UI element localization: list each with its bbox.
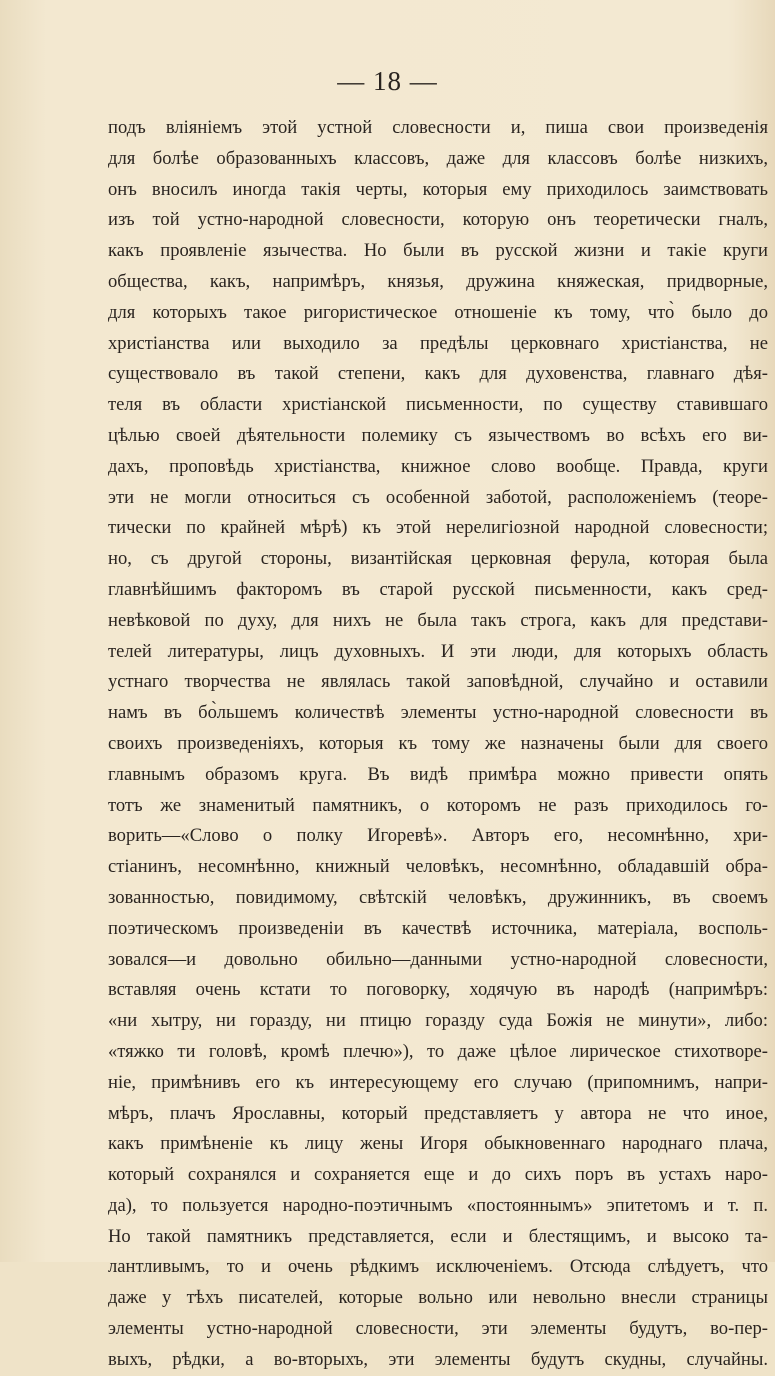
text-line: онъ вносилъ иногда такія черты, которыя ему приходилось заимствовать (108, 178, 768, 200)
text-line: даже у тѣхъ писателей, которые вольно или невольно внесли страницы (108, 1287, 768, 1309)
text-line: зовался—и довольно обильно—данными устно-народной словесности, (108, 948, 768, 970)
text-line: да), то пользуется народно-поэтичнымъ «постояннымъ» эпитетомъ и т. п. (108, 1194, 768, 1216)
text-line: христіанства или выходило за предѣлы церковнаго христіанства, не (108, 332, 768, 354)
text-line: ніе, примѣнивъ его къ интересующему его случаю (припомнимъ, напри- (108, 1071, 768, 1093)
text-line: главнымъ образомъ круга. Въ видѣ примѣра можно привести опять (108, 763, 768, 785)
text-line: «ни хытру, ни горазду, ни птицю горазду суда Божія не минути», либо: (108, 1010, 768, 1032)
text-line: эти не могли относиться съ особенной заботой, расположеніемъ (теоре- (108, 486, 768, 508)
text-line: какъ примѣненіе къ лицу жены Игоря обыкновеннаго народнаго плача, (108, 1133, 768, 1155)
text-line: устнаго творчества не являлась такой заповѣдной, случайно и оставили (108, 671, 768, 693)
text-line: для болѣе образованныхъ классовъ, даже для классовъ болѣе низкихъ, (108, 147, 768, 169)
text-line: своихъ произведеніяхъ, которыя къ тому же назначены были для своего (108, 732, 768, 754)
text-line: невѣковой по духу, для нихъ не была такъ строга, какъ для представи- (108, 609, 768, 631)
text-line: дахъ, проповѣдь христіанства, книжное слово вообще. Правда, круги (108, 455, 768, 477)
text-line: элементы устно-народной словесности, эти элементы будутъ, во-пер- (108, 1318, 768, 1340)
text-line: подъ вліяніемъ этой устной словесности и, пиша свои произведенія (108, 117, 768, 138)
text-line: зованностью, повидимому, свѣтскій человѣкъ, дружинникъ, въ своемъ (108, 886, 768, 908)
text-line: стіанинъ, несомнѣнно, книжный человѣкъ, несомнѣнно, обладавшій обра- (108, 856, 768, 878)
text-line: существовало въ такой степени, какъ для духовенства, главнаго дѣя- (108, 363, 768, 385)
text-line: лантливымъ, то и очень рѣдкимъ исключеніемъ. Отсюда слѣдуетъ, что (108, 1256, 768, 1278)
text-line: главнѣйшимъ факторомъ въ старой русской письменности, какъ сред- (108, 578, 768, 600)
text-line: поэтическомъ произведеніи въ качествѣ источника, матеріала, восполь- (108, 917, 768, 939)
text-line: но, съ другой стороны, византійская церковная ферула, которая была (108, 548, 768, 570)
text-line: Но такой памятникъ представляется, если и блестящимъ, и высоко та- (108, 1225, 768, 1247)
text-line: тотъ же знаменитый памятникъ, о которомъ не разъ приходилось го- (108, 794, 768, 816)
body-text (108, 113, 768, 1376)
text-line: теля въ области христіанской письменности, по существу ставившаго (108, 394, 768, 416)
text-line: какъ проявленіе язычества. Но были въ русской жизни и такіе круги (108, 240, 768, 262)
text-line: изъ той устно-народной словесности, которую онъ теоретически гналъ, (108, 209, 768, 231)
text-line: телей литературы, лицъ духовныхъ. И эти люди, для которыхъ область (108, 640, 768, 662)
text-line: ворить—«Слово о полку Игоревѣ». Авторъ его, несомнѣнно, хри- (108, 825, 768, 847)
text-line: общества, какъ, напримѣръ, князья, дружина княжеская, придворные, (108, 270, 768, 292)
text-line: для которыхъ такое ригористическое отношеніе къ тому, что̀ было до (108, 301, 768, 323)
page-number: — 18 — (337, 66, 438, 96)
text-line: «тяжко ти головѣ, кромѣ плечю»), то даже цѣлое лирическое стихотворе- (108, 1040, 768, 1062)
text-line: мѣръ, плачъ Ярославны, который представляетъ у автора не что иное, (108, 1102, 768, 1124)
text-line: который сохранялся и сохраняется еще и до сихъ поръ въ устахъ наро- (108, 1164, 768, 1186)
text-line: намъ въ бо̀льшемъ количествѣ элементы устно-народной словесности въ (108, 702, 768, 724)
text-line: цѣлью своей дѣятельности полемику съ язычествомъ во всѣхъ его ви- (108, 424, 768, 446)
text-line: выхъ, рѣдки, а во-вторыхъ, эти элементы будутъ скудны, случайны. (108, 1348, 768, 1370)
text-line: вставляя очень кстати то поговорку, ходячую въ народѣ (напримѣръ: (108, 979, 768, 1001)
text-line: тически по крайней мѣрѣ) къ этой нерелигіозной народной словесности; (108, 517, 768, 539)
